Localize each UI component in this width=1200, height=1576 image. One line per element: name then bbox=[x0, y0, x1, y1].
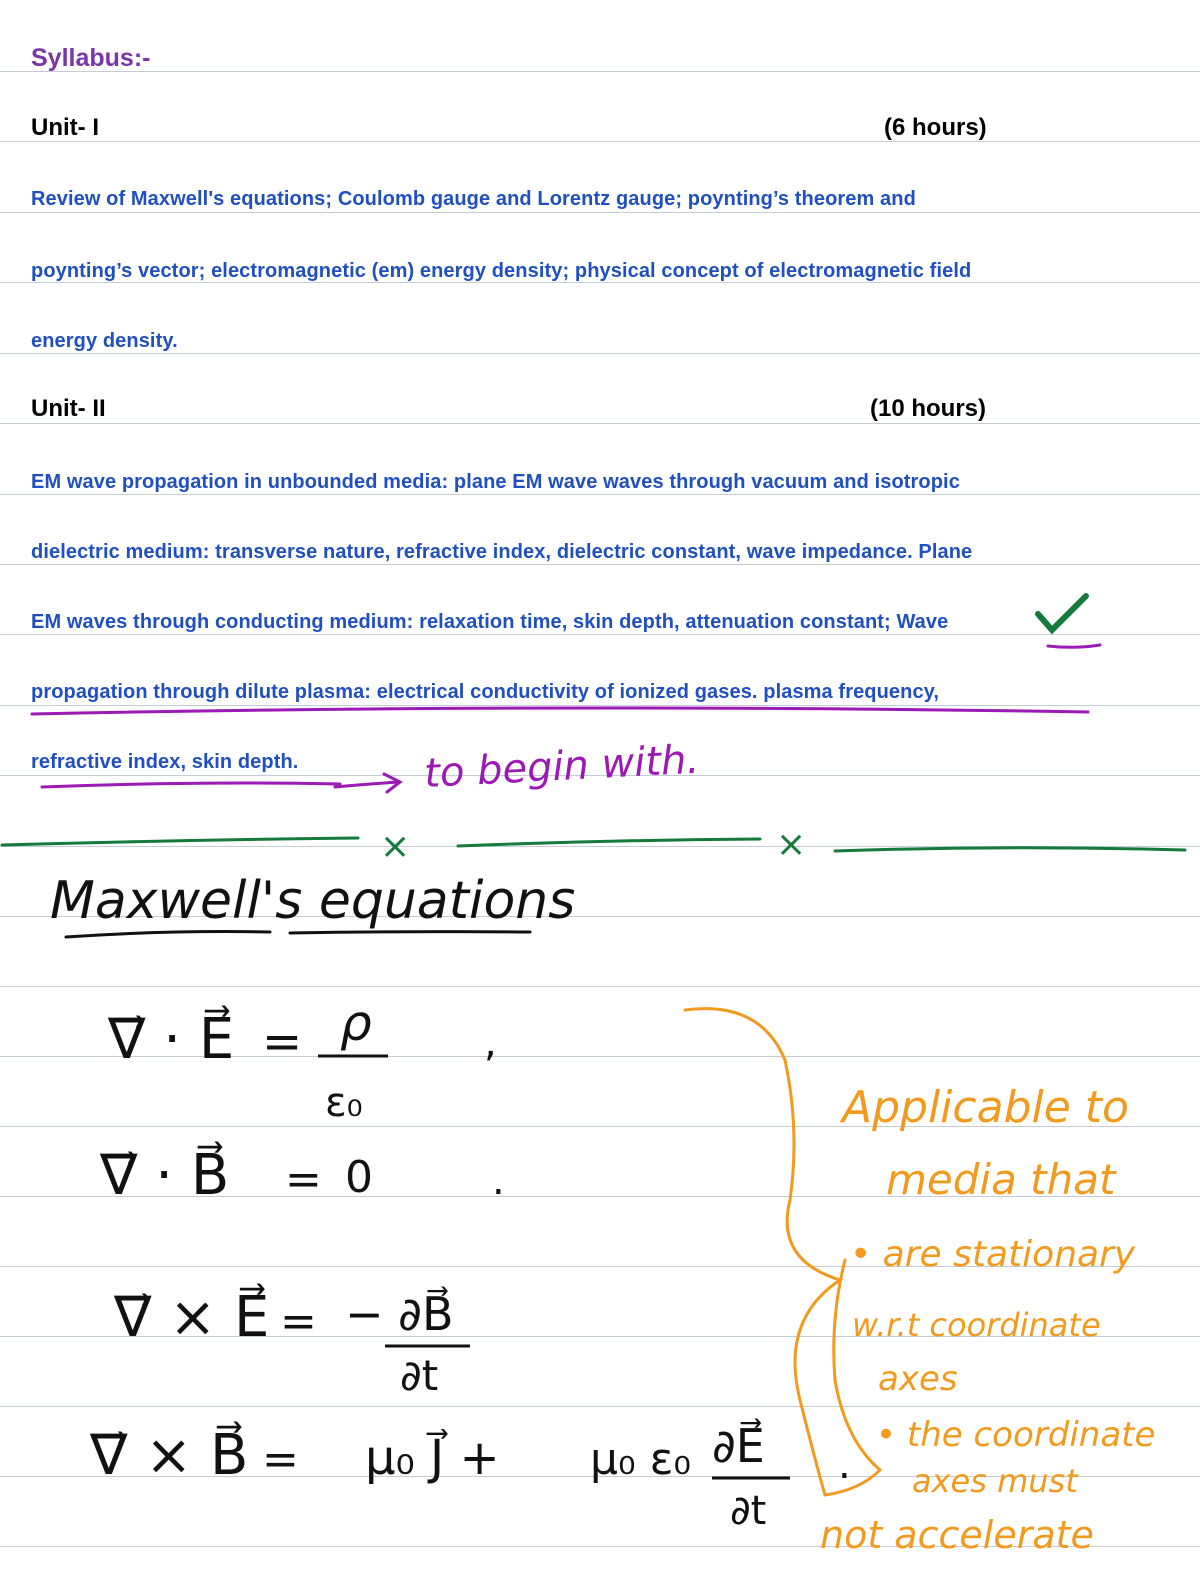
svg-text:∇⃗ × B⃗: ∇⃗ × B⃗ bbox=[90, 1423, 249, 1488]
svg-text:• the coordinate: • the coordinate bbox=[876, 1415, 1156, 1455]
svg-text:∇⃗ × E⃗: ∇⃗ × E⃗ bbox=[114, 1285, 270, 1350]
svg-text:axes: axes bbox=[878, 1359, 958, 1399]
unit-2-label: Unit- II bbox=[31, 395, 106, 422]
svg-text:w.r.t coordinate: w.r.t coordinate bbox=[852, 1306, 1101, 1344]
svg-text:=: = bbox=[285, 1154, 322, 1205]
svg-text:.: . bbox=[838, 1442, 851, 1488]
svg-text:∂t: ∂t bbox=[400, 1351, 439, 1400]
unit-2-text-line: propagation through dilute plasma: electrical conductivity of ionized gases. plasma frequency, bbox=[31, 681, 940, 703]
unit-1-text-line: energy density. bbox=[31, 330, 178, 352]
svg-text:media that: media that bbox=[886, 1155, 1116, 1204]
unit-1-text-line: Review of Maxwell's equations; Coulomb gauge and Lorentz gauge; poynting’s theorem and bbox=[31, 188, 916, 210]
divider-cross-icon: × bbox=[380, 826, 411, 867]
svg-text:∇⃗ · B⃗: ∇⃗ · B⃗ bbox=[100, 1143, 230, 1208]
svg-text:0: 0 bbox=[345, 1152, 373, 1203]
unit-1-label: Unit- I bbox=[31, 114, 99, 141]
unit-2-text-line: EM waves through conducting medium: relaxation time, skin depth, attenuation constant; Wave bbox=[31, 611, 949, 633]
unit-1-hours: (6 hours) bbox=[884, 114, 987, 141]
svg-text:,: , bbox=[484, 1020, 497, 1066]
svg-text:∇⃗ · E⃗: ∇⃗ · E⃗ bbox=[108, 1007, 235, 1072]
svg-text:∂t: ∂t bbox=[730, 1488, 767, 1534]
svg-text:=: = bbox=[262, 1014, 303, 1070]
syllabus-heading: Syllabus:- bbox=[31, 44, 151, 72]
unit-2-hours: (10 hours) bbox=[870, 395, 987, 422]
svg-text:μ₀ ε₀: μ₀ ε₀ bbox=[590, 1434, 692, 1485]
svg-text:Applicable to: Applicable to bbox=[842, 1082, 1129, 1133]
svg-text:• are stationary: • are stationary bbox=[850, 1234, 1136, 1275]
svg-text:− ∂B⃗: − ∂B⃗ bbox=[345, 1287, 454, 1341]
svg-text:=: = bbox=[262, 1434, 299, 1485]
svg-text:μ₀ J⃗ +: μ₀ J⃗ + bbox=[365, 1430, 500, 1486]
to-begin-with-note: to begin with. bbox=[423, 736, 701, 797]
divider-cross-icon: × bbox=[776, 824, 807, 865]
unit-2-text-line: dielectric medium: transverse nature, refractive index, dielectric constant, wave impedance. Plane bbox=[31, 541, 973, 563]
svg-text:ε₀: ε₀ bbox=[325, 1080, 363, 1126]
svg-text:axes must: axes must bbox=[912, 1462, 1078, 1500]
svg-text:.: . bbox=[492, 1158, 505, 1204]
svg-text:not accelerate: not accelerate bbox=[820, 1513, 1094, 1557]
maxwell-equations-title: Maxwell's equations bbox=[50, 871, 576, 931]
svg-text:∂E⃗: ∂E⃗ bbox=[712, 1419, 765, 1473]
svg-text:ρ: ρ bbox=[340, 994, 372, 1052]
svg-text:=: = bbox=[280, 1296, 317, 1347]
unit-2-text-line: EM wave propagation in unbounded media: plane EM wave waves through vacuum and isotropic bbox=[31, 471, 960, 493]
unit-2-text-line: refractive index, skin depth. bbox=[31, 751, 299, 773]
unit-1-text-line: poynting’s vector; electromagnetic (em) energy density; physical concept of electromagnetic field bbox=[31, 260, 972, 282]
